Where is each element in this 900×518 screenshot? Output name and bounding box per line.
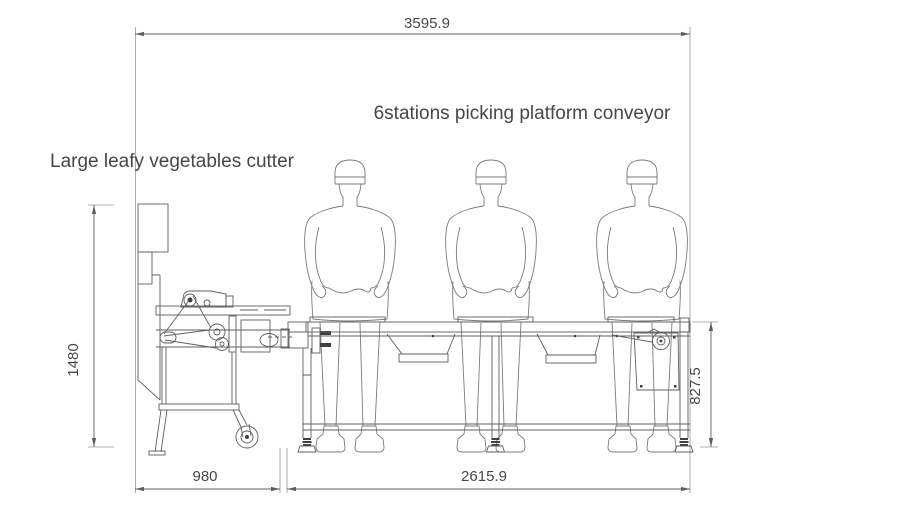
dimension-overall-length	[135, 15, 690, 36]
cutter-wheel	[236, 426, 258, 448]
conveyor-feet	[298, 438, 693, 452]
dimension-cutter-length	[135, 468, 280, 491]
worker-figure-3	[597, 160, 688, 452]
conveyor-chute-2	[537, 334, 600, 363]
conveyor-chute-1	[387, 334, 455, 362]
dimension-conveyor-length	[287, 468, 690, 491]
dimension-cutter-height	[65, 205, 96, 447]
picking-conveyor	[288, 317, 693, 452]
dimension-conveyor-height	[687, 322, 713, 447]
dimension-cutter-length-value: 980	[192, 468, 218, 485]
dimension-conveyor-length-value: 2615.9	[461, 468, 507, 485]
dimension-cutter-height-value: 1480	[65, 343, 82, 377]
label-conveyor: 6stations picking platform conveyor	[373, 103, 671, 124]
cutter-motor	[181, 291, 233, 307]
label-cutter-machine: Large leafy vegetables cutter	[50, 151, 294, 172]
dimension-overall-length-value: 3595.9	[404, 15, 450, 32]
cutter-machine	[138, 204, 331, 455]
extension-lines	[88, 27, 718, 493]
worker-figure-1	[305, 160, 396, 452]
cutter-hopper-top	[138, 204, 168, 252]
dimension-conveyor-height-value: 827.5	[687, 367, 704, 405]
worker-figures	[305, 160, 688, 452]
worker-figure-2	[446, 160, 537, 452]
